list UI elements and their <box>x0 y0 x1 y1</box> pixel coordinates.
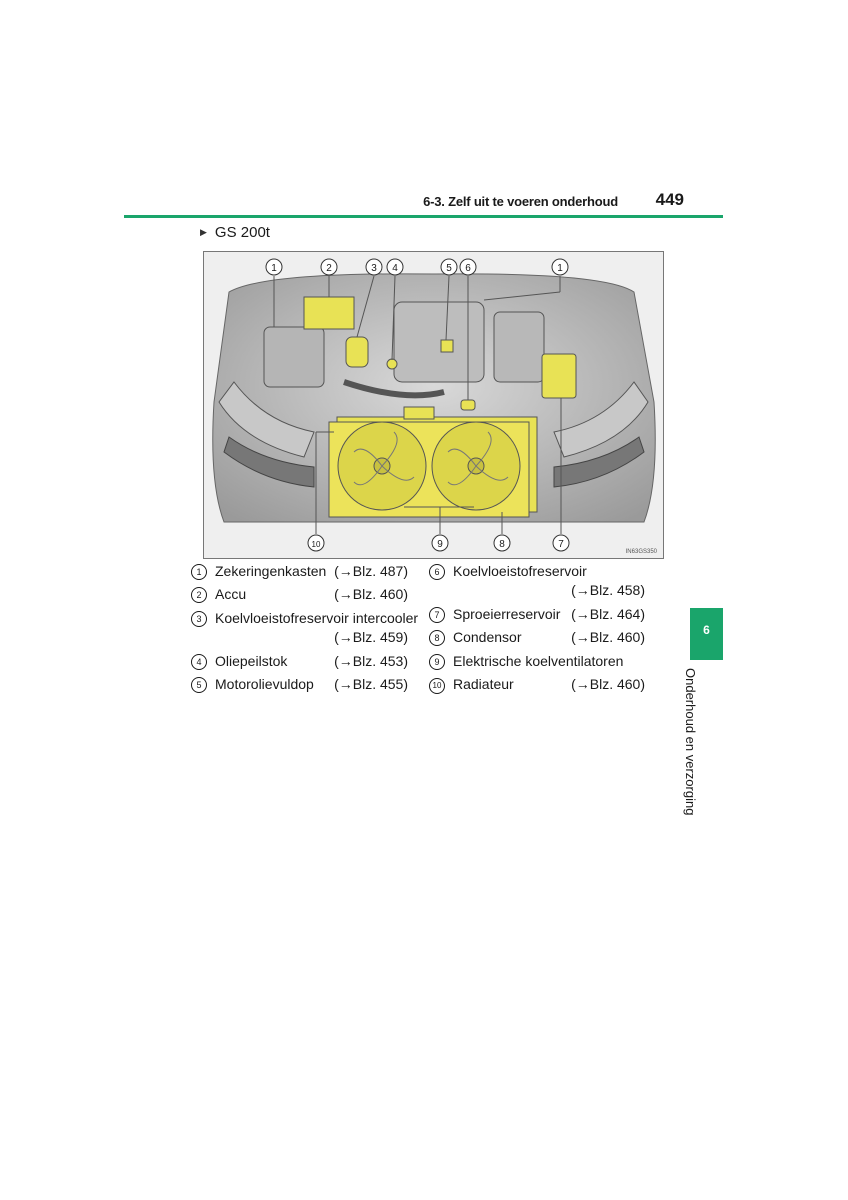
model-label-text: GS 200t <box>214 224 270 241</box>
legend-reference: (→Blz. 455) <box>334 676 408 692</box>
callout-label: 5 <box>446 263 452 274</box>
legend-item <box>429 604 560 624</box>
engine-bay-illustration <box>203 251 664 559</box>
legend-item <box>429 651 623 671</box>
callout-label: 7 <box>558 539 564 550</box>
callout-label: 6 <box>465 263 471 274</box>
legend-number: 4 <box>191 654 207 670</box>
callout-label: 2 <box>326 263 332 274</box>
legend-label: Radiateur <box>453 676 514 692</box>
legend-label: Koelvloeistofreservoir <box>453 563 587 579</box>
legend-label: Zekeringenkasten <box>215 563 327 579</box>
legend-item <box>191 561 326 581</box>
legend-label: Elektrische koelventilatoren <box>453 653 624 669</box>
legend-item <box>191 608 418 628</box>
callout-label: 9 <box>437 539 443 550</box>
legend-reference: (→Blz. 458) <box>571 582 645 598</box>
callout-label: 10 <box>311 540 321 549</box>
legend-number: 2 <box>191 587 207 603</box>
legend-number: 3 <box>191 611 207 627</box>
callout-label: 3 <box>371 263 377 274</box>
bullet-triangle-icon: ▶ <box>200 227 207 237</box>
legend-number: 9 <box>429 654 445 670</box>
legend-reference: (→Blz. 460) <box>571 676 645 692</box>
figure-code: IN63GS350 <box>625 549 657 555</box>
callout-label: 1 <box>271 263 277 274</box>
legend-reference: (→Blz. 459) <box>334 629 408 645</box>
legend-number: 6 <box>429 564 445 580</box>
legend-number: 10 <box>429 678 445 694</box>
legend-number: 8 <box>429 630 445 646</box>
legend-reference: (→Blz. 453) <box>334 653 408 669</box>
legend-number: 7 <box>429 607 445 623</box>
legend-label: Accu <box>215 586 247 602</box>
legend-label: Sproeierreservoir <box>453 606 561 622</box>
legend-number: 5 <box>191 677 207 693</box>
legend-item <box>191 584 246 604</box>
legend-reference: (→Blz. 464) <box>571 606 645 622</box>
legend-label: Condensor <box>453 629 522 645</box>
legend-item <box>429 627 522 647</box>
legend-item <box>429 561 587 581</box>
engine-bay-drawing <box>204 252 663 558</box>
legend-item <box>191 674 314 694</box>
callout-label: 4 <box>392 263 398 274</box>
legend-reference: (→Blz. 460) <box>334 586 408 602</box>
chapter-title: Onderhoud en verzorging <box>683 668 698 816</box>
chapter-tab: 6 <box>690 608 723 660</box>
callout-label: 8 <box>499 539 505 550</box>
callout-label: 1 <box>557 263 563 274</box>
header-divider <box>124 215 723 218</box>
legend-label: Oliepeilstok <box>215 653 288 669</box>
legend-label: Koelvloeistofreservoir intercooler <box>215 610 419 626</box>
legend-label: Motorolievuldop <box>215 676 314 692</box>
page-number: 449 <box>655 190 684 209</box>
legend-number: 1 <box>191 564 207 580</box>
legend-item <box>191 651 287 671</box>
legend-item <box>429 674 514 694</box>
legend-reference: (→Blz. 487) <box>334 563 408 579</box>
legend-reference: (→Blz. 460) <box>571 629 645 645</box>
model-label <box>200 224 270 241</box>
section-header-title: 6-3. Zelf uit te voeren onderhoud <box>423 194 618 209</box>
